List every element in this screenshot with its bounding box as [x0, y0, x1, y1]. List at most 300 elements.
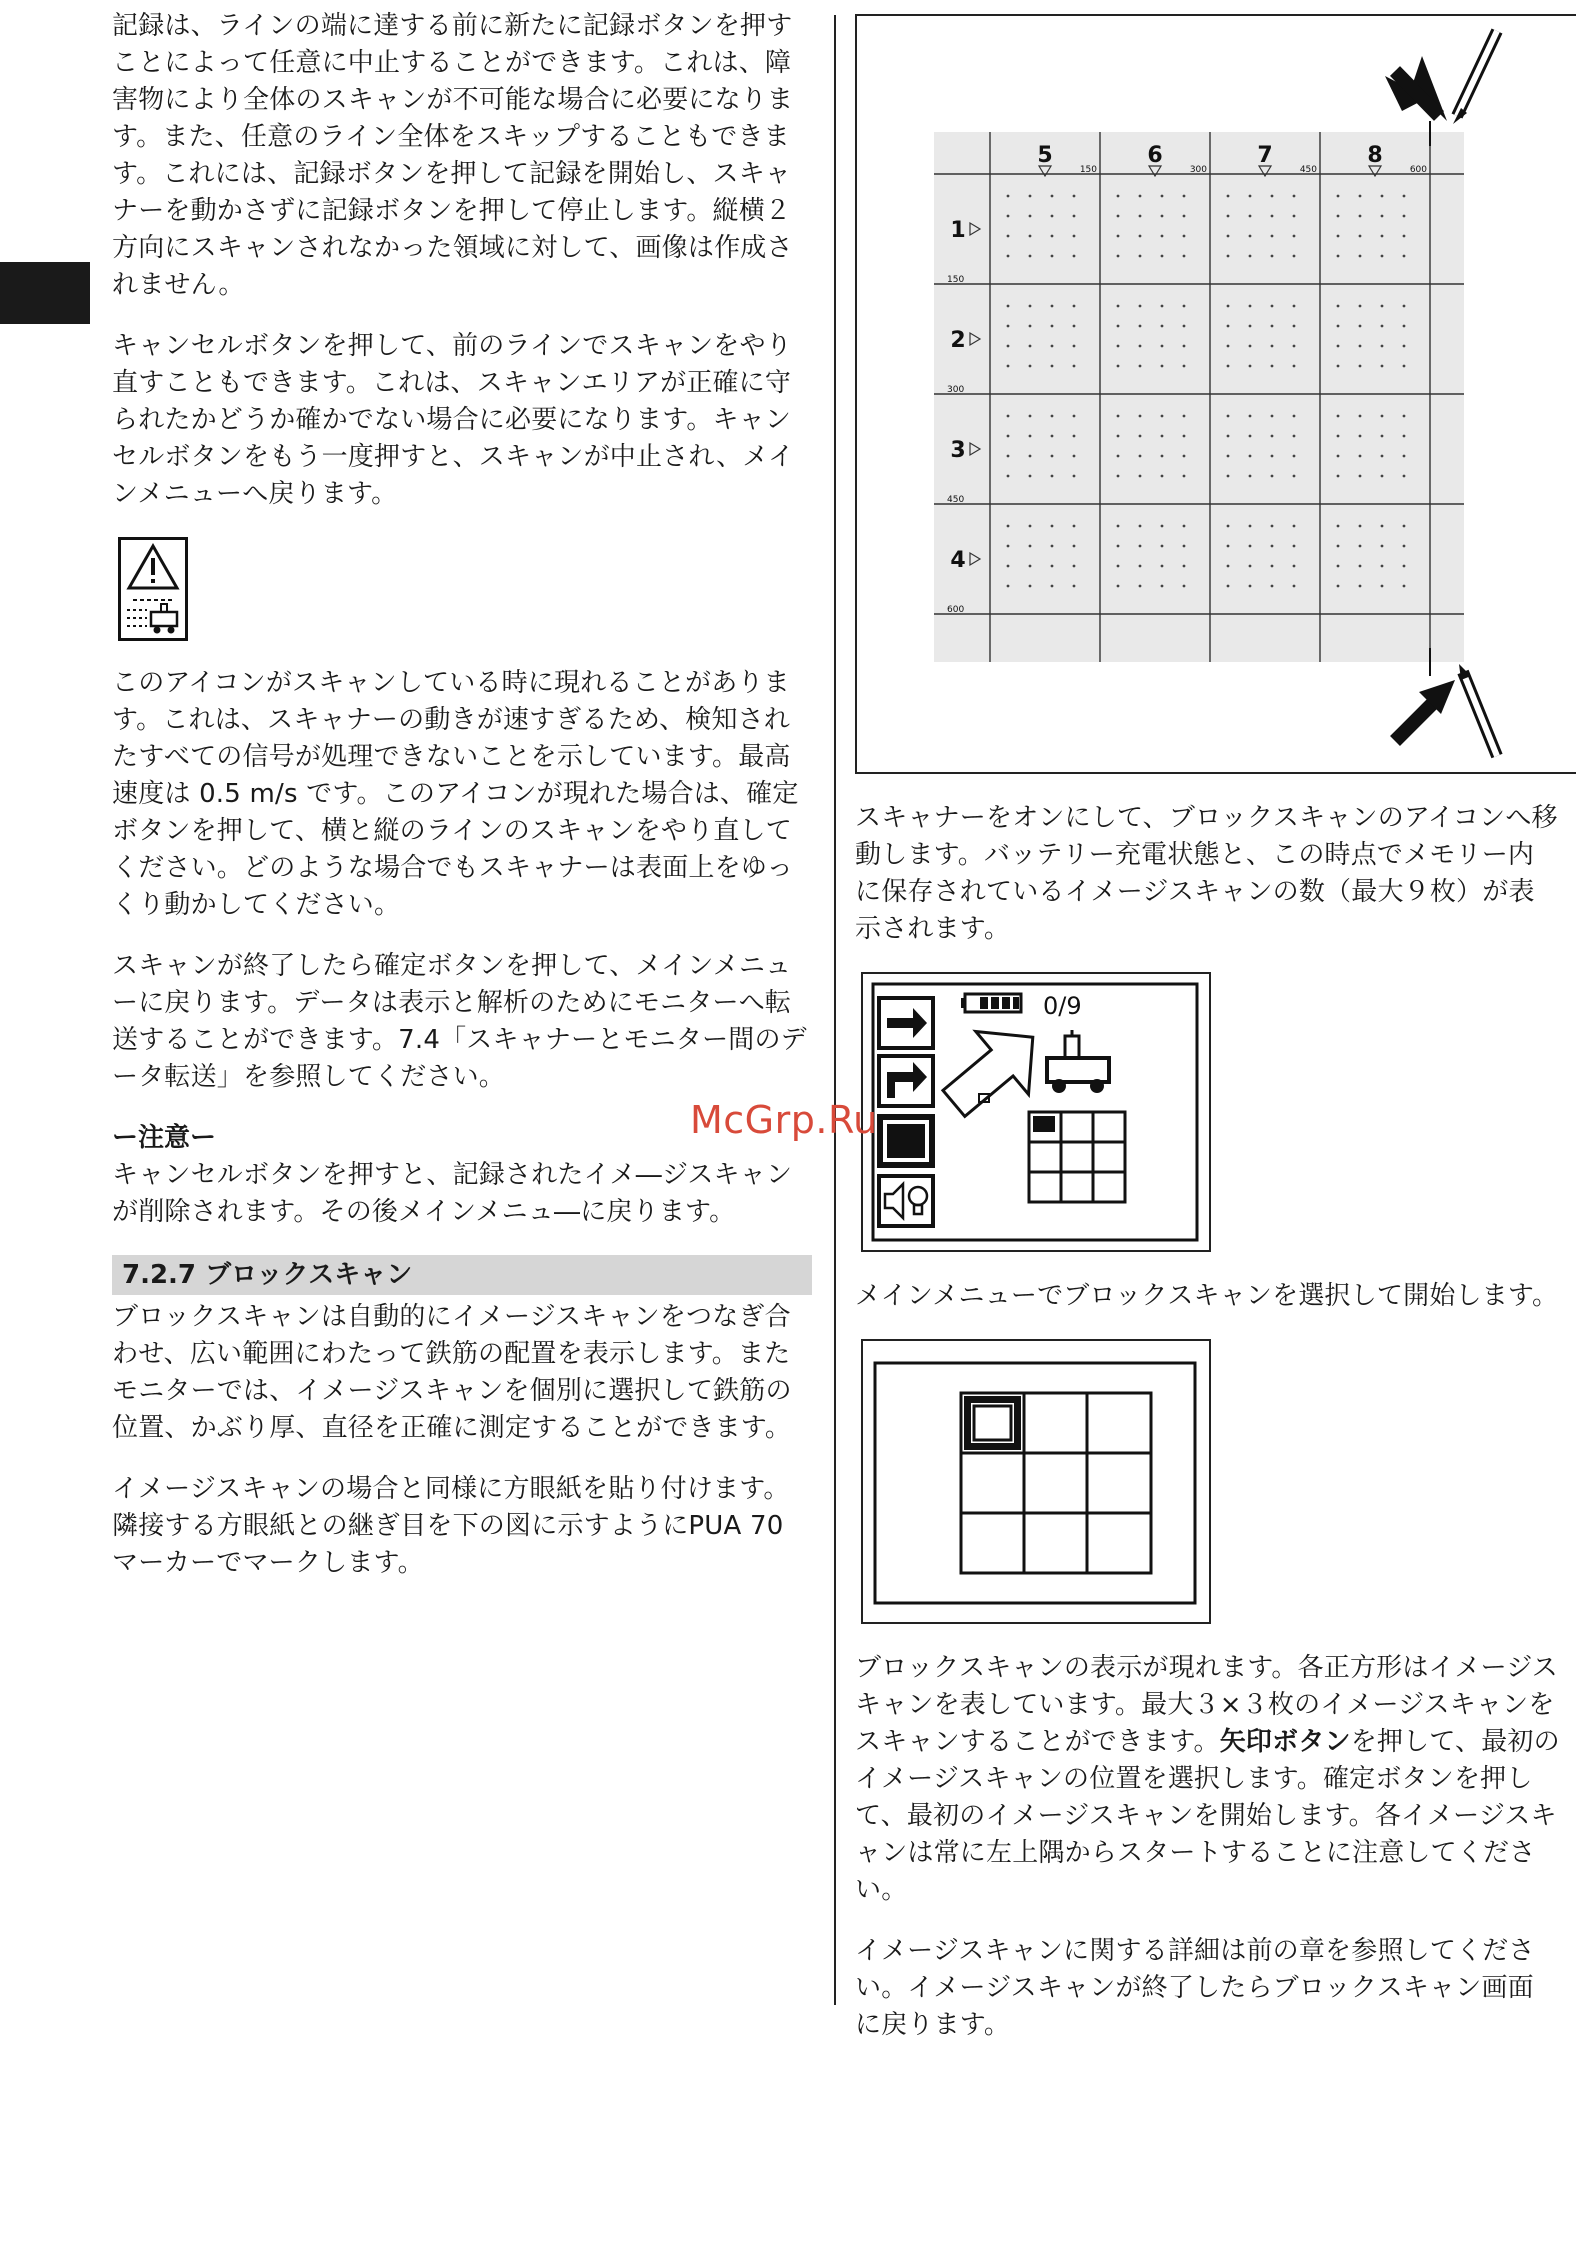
grid-dot — [1227, 325, 1230, 328]
grid-dot — [1337, 325, 1340, 328]
grid-dot — [1359, 545, 1362, 548]
grid-dot — [1403, 305, 1406, 308]
grid-dot — [1183, 325, 1186, 328]
paragraph-block-scan-display — [855, 1650, 1560, 1909]
grid-paper-diagram — [857, 16, 1576, 772]
grid-dot — [1029, 325, 1032, 328]
grid-dot — [1007, 195, 1010, 198]
chapter-tab-marker — [0, 262, 90, 324]
grid-dot — [1381, 435, 1384, 438]
grid-dot — [1183, 475, 1186, 478]
row-label: 2 — [950, 328, 966, 353]
grid-dot — [1249, 235, 1252, 238]
grid-dot — [1161, 545, 1164, 548]
grid-dot — [1183, 565, 1186, 568]
grid-dot — [1117, 435, 1120, 438]
grid-dot — [1117, 525, 1120, 528]
grid-dot — [1161, 305, 1164, 308]
grid-dot — [1337, 545, 1340, 548]
grid-dot — [1029, 545, 1032, 548]
grid-dot — [1007, 475, 1010, 478]
grid-dot — [1183, 455, 1186, 458]
grid-dot — [1161, 345, 1164, 348]
grid-dot — [1139, 415, 1142, 418]
grid-dot — [1007, 345, 1010, 348]
grid-dot — [1249, 455, 1252, 458]
row-tick-label: 450 — [947, 495, 965, 505]
grid-dot — [1337, 365, 1340, 368]
grid-dot — [1117, 235, 1120, 238]
grid-dot — [1249, 195, 1252, 198]
grid-dot — [1029, 305, 1032, 308]
block-scan-arrow-icon — [928, 1006, 1060, 1135]
grid-dot — [1359, 415, 1362, 418]
grid-dot — [1403, 215, 1406, 218]
grid-dot — [1007, 545, 1010, 548]
grid-dot — [1359, 435, 1362, 438]
grid-dot — [1249, 585, 1252, 588]
grid-dot — [1249, 365, 1252, 368]
grid-dot — [1139, 215, 1142, 218]
grid-dot — [1249, 345, 1252, 348]
grid-dot — [1227, 525, 1230, 528]
grid-dot — [1183, 525, 1186, 528]
grid-dot — [1359, 195, 1362, 198]
grid-dot — [1381, 455, 1384, 458]
grid-dot — [1227, 545, 1230, 548]
grid-dot — [1227, 585, 1230, 588]
grid-dot — [1293, 545, 1296, 548]
grid-dot — [1073, 435, 1076, 438]
grid-dot — [1249, 415, 1252, 418]
grid-dot — [1381, 525, 1384, 528]
grid-dot — [1249, 215, 1252, 218]
grid-dot — [1271, 545, 1274, 548]
grid-dot — [1293, 255, 1296, 258]
grid-dot — [1183, 235, 1186, 238]
grid-dot — [1029, 525, 1032, 528]
grid-dot — [1293, 195, 1296, 198]
grid-dot — [1403, 525, 1406, 528]
grid-dot — [1051, 365, 1054, 368]
paragraph-image-scan-details: イメージスキャンに関する詳細は前の章を参照してください。イメージスキャンが終了したらブロックスキャン画面に戻ります。 — [855, 1936, 1535, 2040]
grid-dot — [1381, 325, 1384, 328]
grid-dot — [1227, 255, 1230, 258]
grid-dot — [1073, 415, 1076, 418]
grid-dot — [1403, 345, 1406, 348]
grid-dot — [1337, 235, 1340, 238]
grid-dot — [1403, 415, 1406, 418]
grid-dot — [1381, 235, 1384, 238]
grid-dot — [1183, 585, 1186, 588]
grid-dot — [1249, 435, 1252, 438]
scanner-main-menu-screen — [861, 972, 1211, 1252]
paragraph-select-block-scan: メインメニューでブロックスキャンを選択して開始します。 — [855, 1281, 1559, 1311]
grid-dot — [1139, 545, 1142, 548]
grid-dot — [1161, 565, 1164, 568]
grid-dot — [1227, 475, 1230, 478]
grid-dot — [1051, 325, 1054, 328]
grid-dot — [1293, 325, 1296, 328]
grid-dot — [1029, 215, 1032, 218]
menu-arrow-right-icon[interactable] — [879, 998, 933, 1048]
battery-icon — [961, 994, 1021, 1012]
grid-dot — [1359, 475, 1362, 478]
grid-dot — [1271, 255, 1274, 258]
paragraph-cancel-button: キャンセルボタンを押して、前のラインでスキャンをやり直すこともできます。これは、スキャンエリアが正確に守られたかどうか確かでない場合に必要になります。キャンセルボタンをもう一度押すと、スキャンが中止され、メインメニューへ戻ります。 — [112, 331, 795, 509]
grid-dot — [1293, 565, 1296, 568]
grid-dot — [1293, 235, 1296, 238]
grid-dot — [1403, 235, 1406, 238]
grid-dot — [1139, 195, 1142, 198]
grid-dot — [1139, 435, 1142, 438]
grid-dot — [1007, 435, 1010, 438]
grid-dot — [1117, 325, 1120, 328]
grid-dot — [1249, 325, 1252, 328]
grid-dot — [1117, 475, 1120, 478]
grid-dot — [1381, 305, 1384, 308]
grid-dot — [1271, 455, 1274, 458]
paragraph-grid-paper: イメージスキャンの場合と同様に方眼紙を貼り付けます。隣接する方眼紙との継ぎ目を下の図に示すようにPUA 70 マーカーでマークします。 — [112, 1474, 790, 1578]
grid-dot — [1403, 455, 1406, 458]
grid-dot — [1029, 235, 1032, 238]
grid-dot — [1029, 475, 1032, 478]
grid-dot — [1117, 365, 1120, 368]
grid-dot — [1403, 365, 1406, 368]
row-tick-label: 150 — [947, 275, 965, 285]
grid-dot — [1117, 255, 1120, 258]
grid-dot — [1161, 415, 1164, 418]
grid-dot — [1249, 565, 1252, 568]
grid-dot — [1227, 415, 1230, 418]
paragraph-block-scan-intro: ブロックスキャンは自動的にイメージスキャンをつなぎ合わせ、広い範囲にわたって鉄筋の配置を表示します。またモニターでは、イメージスキャンを個別に選択して鉄筋の位置、かぶり厚、直径を正確に測定することができます。 — [112, 1302, 792, 1443]
grid-dot — [1359, 305, 1362, 308]
grid-dot — [1051, 255, 1054, 258]
column-label: 5 — [1037, 143, 1053, 168]
grid-dot — [1337, 435, 1340, 438]
paragraph-turn-on-scanner: スキャナーをオンにして、ブロックスキャンのアイコンへ移動します。バッテリー充電状態と、この時点でメモリー内に保存されているイメージスキャンの数（最大９枚）が表示されます。 — [855, 803, 1558, 944]
grid-dot — [1073, 255, 1076, 258]
grid-dot — [1051, 195, 1054, 198]
grid-dot — [1381, 365, 1384, 368]
grid-dot — [1359, 345, 1362, 348]
grid-dot — [1029, 435, 1032, 438]
grid-dot — [1117, 455, 1120, 458]
column-tick-label: 450 — [1299, 165, 1317, 175]
grid-dot — [1293, 525, 1296, 528]
block-scan-display-screen — [861, 1339, 1211, 1624]
grid-dot — [1183, 195, 1186, 198]
grid-dot — [1007, 235, 1010, 238]
grid-dot — [1293, 215, 1296, 218]
grid-dot — [1007, 305, 1010, 308]
grid-dot — [1271, 305, 1274, 308]
grid-dot — [1293, 365, 1296, 368]
grid-dot — [1051, 455, 1054, 458]
grid-dot — [1029, 195, 1032, 198]
grid-dot — [1007, 215, 1010, 218]
grid-dot — [1007, 325, 1010, 328]
grid-dot — [1073, 565, 1076, 568]
grid-dot — [1359, 365, 1362, 368]
grid-dot — [1293, 475, 1296, 478]
grid-dot — [1051, 565, 1054, 568]
menu-block-scan-icon[interactable] — [877, 1114, 935, 1168]
grid-dot — [1161, 235, 1164, 238]
grid-dot — [1073, 215, 1076, 218]
grid-dot — [1227, 195, 1230, 198]
grid-dot — [1271, 475, 1274, 478]
grid-dot — [1403, 255, 1406, 258]
grid-dot — [1117, 345, 1120, 348]
grid-dot — [1073, 475, 1076, 478]
grid-dot — [1161, 475, 1164, 478]
grid-dot — [1029, 345, 1032, 348]
grid-dot — [1139, 325, 1142, 328]
grid-dot — [1227, 215, 1230, 218]
grid-dot — [1381, 255, 1384, 258]
warning-speed-icon — [118, 537, 188, 641]
grid-dot — [1183, 345, 1186, 348]
grid-dot — [1271, 435, 1274, 438]
grid-dot — [1051, 305, 1054, 308]
grid-dot — [1029, 255, 1032, 258]
grid-dot — [1359, 565, 1362, 568]
grid-dot — [1161, 585, 1164, 588]
menu-sound-light-icon[interactable] — [879, 1176, 933, 1226]
grid-dot — [1117, 305, 1120, 308]
grid-dot — [1381, 565, 1384, 568]
grid-dot — [1381, 345, 1384, 348]
column-divider — [834, 15, 836, 2005]
grid-dot — [1337, 305, 1340, 308]
grid-dot — [1359, 525, 1362, 528]
grid-dot — [1403, 545, 1406, 548]
grid-dot — [1139, 305, 1142, 308]
grid-dot — [1051, 215, 1054, 218]
note-title: ー注意ー — [112, 1123, 217, 1153]
paragraph-finish-scan: スキャンが終了したら確定ボタンを押して、メインメニューに戻ります。データは表示と解析のためにモニターへ転送することができます。7.4「スキャナーとモニター間のデータ転送」を参照してください。 — [112, 951, 807, 1092]
grid-dot — [1227, 455, 1230, 458]
grid-dot — [1403, 585, 1406, 588]
grid-dot — [1139, 365, 1142, 368]
grid-dot — [1139, 565, 1142, 568]
row-label: 3 — [950, 438, 966, 463]
grid-dot — [1029, 455, 1032, 458]
column-label: 7 — [1257, 143, 1273, 168]
grid-dot — [1293, 305, 1296, 308]
grid-dot — [1359, 585, 1362, 588]
grid-dot — [1381, 415, 1384, 418]
grid-dot — [1139, 475, 1142, 478]
grid-dot — [1337, 195, 1340, 198]
grid-dot — [1293, 345, 1296, 348]
grid-dot — [1073, 235, 1076, 238]
paragraph-record-stop: 記録は、ラインの端に達する前に新たに記録ボタンを押すことによって任意に中止することができます。これは、障害物により全体のスキャンが不可能な場合に必要になります。また、任意のライン全体をスキップすることもできます。これには、記録ボタンを押して記録を開始し、スキャナーを動かさずに記録ボタンを押して停止します。縦横２方向にスキャンされなかった領域に対して、画像は作成されません。 — [112, 11, 794, 300]
grid-dot — [1381, 475, 1384, 478]
grid-dot — [1227, 235, 1230, 238]
grid-dot — [1249, 525, 1252, 528]
grid-dot — [1403, 195, 1406, 198]
row-label: 1 — [950, 218, 966, 243]
grid-dot — [1073, 345, 1076, 348]
grid-dot — [1051, 435, 1054, 438]
grid-dot — [1073, 525, 1076, 528]
grid-dot — [1337, 345, 1340, 348]
grid-dot — [1139, 585, 1142, 588]
grid-dot — [1117, 195, 1120, 198]
column-tick-label: 300 — [1189, 165, 1207, 175]
grid-dot — [1007, 415, 1010, 418]
grid-dot — [1359, 235, 1362, 238]
grid-dot — [1051, 415, 1054, 418]
watermark-text: McGrp.Ru — [690, 1098, 878, 1142]
grid-dot — [1007, 525, 1010, 528]
grid-dot — [1073, 545, 1076, 548]
menu-arrow-turn-icon[interactable] — [879, 1056, 933, 1106]
grid-dot — [1073, 325, 1076, 328]
grid-dot — [1359, 255, 1362, 258]
grid-dot — [1007, 255, 1010, 258]
grid-dot — [1161, 435, 1164, 438]
grid-dot — [1271, 525, 1274, 528]
grid-dot — [1073, 195, 1076, 198]
grid-dot — [1381, 545, 1384, 548]
grid-dot — [1293, 415, 1296, 418]
grid-dot — [1007, 565, 1010, 568]
grid-dot — [1051, 525, 1054, 528]
grid-dot — [1051, 545, 1054, 548]
grid-dot — [1271, 585, 1274, 588]
grid-dot — [1183, 365, 1186, 368]
grid-dot — [1183, 255, 1186, 258]
grid-dot — [1337, 525, 1340, 528]
grid-dot — [1073, 455, 1076, 458]
column-tick-label: 150 — [1079, 165, 1097, 175]
grid-dot — [1403, 435, 1406, 438]
grid-dot — [1073, 305, 1076, 308]
grid-dot — [1337, 585, 1340, 588]
grid-dot — [1183, 545, 1186, 548]
grid-dot — [1271, 565, 1274, 568]
grid-dot — [1117, 215, 1120, 218]
grid-dot — [1029, 365, 1032, 368]
grid-dot — [1183, 415, 1186, 418]
grid-dot — [1139, 255, 1142, 258]
grid-dot — [1117, 415, 1120, 418]
grid-dot — [1249, 545, 1252, 548]
grid-dot — [1359, 325, 1362, 328]
grid-dot — [1403, 325, 1406, 328]
grid-dot — [1161, 255, 1164, 258]
marker-pen-top-icon — [1385, 31, 1497, 124]
grid-dot — [1139, 455, 1142, 458]
marker-pen-bottom-icon — [1395, 664, 1497, 756]
column-label: 6 — [1147, 143, 1163, 168]
grid-dot — [1161, 215, 1164, 218]
row-tick-label: 300 — [947, 385, 965, 395]
grid-dot — [1337, 565, 1340, 568]
grid-dot — [1381, 585, 1384, 588]
grid-dot — [1249, 475, 1252, 478]
grid-dot — [1139, 345, 1142, 348]
right-column — [855, 14, 1560, 2068]
grid-paper-figure — [855, 14, 1576, 774]
grid-dot — [1359, 215, 1362, 218]
grid-dot — [1359, 455, 1362, 458]
grid-dot — [1139, 235, 1142, 238]
scan-counter: 0/9 — [1043, 992, 1082, 1020]
grid-dot — [1337, 475, 1340, 478]
grid-dot — [1381, 195, 1384, 198]
grid-dot — [1029, 585, 1032, 588]
grid-dot — [1029, 415, 1032, 418]
grid-dot — [1227, 305, 1230, 308]
grid-dot — [1249, 255, 1252, 258]
scanner-device-icon — [1047, 1030, 1109, 1093]
grid-dot — [1271, 345, 1274, 348]
grid-dot — [1293, 435, 1296, 438]
column-tick-label: 600 — [1409, 165, 1427, 175]
grid-dot — [1073, 365, 1076, 368]
grid-dot — [1227, 435, 1230, 438]
grid-dot — [1051, 345, 1054, 348]
grid-dot — [1161, 365, 1164, 368]
paragraph-block-scan-display-part1: ブロックスキャンの表示が現れます。各正方形はイメージスキャンを表しています。最大３×３枚のイメージスキャンをスキャンすることができます。 — [855, 1653, 1558, 1757]
grid-dot — [1183, 215, 1186, 218]
grid-dot — [1227, 345, 1230, 348]
grid-dot — [1249, 305, 1252, 308]
row-label: 4 — [950, 548, 966, 573]
grid-dot — [1139, 525, 1142, 528]
grid-dot — [1007, 585, 1010, 588]
note-text: キャンセルボタンを押すと、記録されたイメ―ジスキャンが削除されます。その後メインメニュ―に戻ります。 — [112, 1160, 793, 1227]
grid-dot — [1051, 475, 1054, 478]
grid-dot — [1271, 365, 1274, 368]
grid-dot — [1337, 215, 1340, 218]
section-heading-block-scan: 7.2.7 ブロックスキャン — [112, 1255, 812, 1295]
grid-dot — [1051, 235, 1054, 238]
paragraph-warning-icon: このアイコンがスキャンしている時に現れることがあります。これは、スキャナーの動きが速すぎるため、検知されたすべての信号が処理できないことを示しています。最高速度は 0.5 m/s です。このアイコンが現れた場合は、確定ボタンを押して、横と縦のラインのスキャンをやり直してください。どのような場合でもスキャナーは表面上をゆっくり動かしてください。 — [112, 668, 799, 920]
grid-dot — [1271, 415, 1274, 418]
grid-dot — [1073, 585, 1076, 588]
block-scan-cursor-cell[interactable] — [964, 1396, 1021, 1450]
grid-dot — [1293, 455, 1296, 458]
grid-dot — [1293, 585, 1296, 588]
grid-dot — [1007, 365, 1010, 368]
grid-dot — [1051, 585, 1054, 588]
grid-dot — [1161, 325, 1164, 328]
grid-dot — [1271, 215, 1274, 218]
grid-dot — [1117, 565, 1120, 568]
grid-dot — [1161, 455, 1164, 458]
grid-dot — [1117, 585, 1120, 588]
grid-dot — [1271, 235, 1274, 238]
grid-dot — [1337, 255, 1340, 258]
left-column — [112, 8, 812, 1606]
grid-dot — [1183, 435, 1186, 438]
grid-dot — [1227, 365, 1230, 368]
grid-dot — [1029, 565, 1032, 568]
grid-dot — [1183, 305, 1186, 308]
grid-dot — [1381, 215, 1384, 218]
block-scan-grid-icon — [1029, 1112, 1125, 1202]
grid-dot — [1271, 325, 1274, 328]
row-tick-label: 600 — [947, 605, 965, 615]
column-label: 8 — [1367, 143, 1383, 168]
grid-dot — [1007, 455, 1010, 458]
grid-dot — [1117, 545, 1120, 548]
